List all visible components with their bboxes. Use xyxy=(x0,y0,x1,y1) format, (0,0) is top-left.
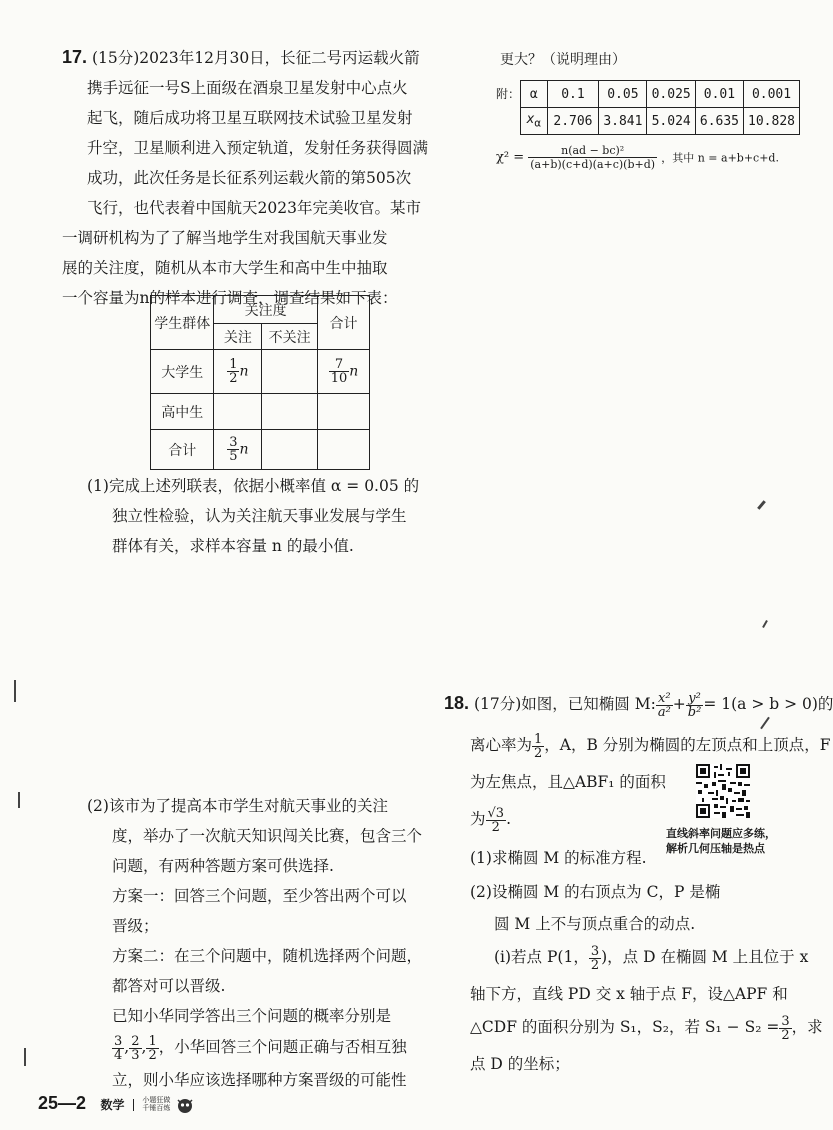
alpha-2: 0.025 xyxy=(647,81,695,108)
q17-part1-0: (1)完成上述列联表，依据小概率值 α = 0.05 的 xyxy=(87,477,420,495)
q18-line-1: 18. (17分)如图，已知椭圆 M: $\frac{\text{x²}}{\text{a²}}$ + $\frac{\text{y²}}{\text{b²}}$ = 1(a > b > 0)的 xyxy=(444,690,833,720)
critical-value-table xyxy=(520,80,800,135)
qr-code-icon xyxy=(696,764,750,818)
q17-part1-2: 群体有关，求样本容量 n 的最小值. xyxy=(112,537,354,555)
q18-line-6: (2)设椭圆 M 的右顶点为 C，P 是椭 xyxy=(470,883,721,901)
alpha-1: 0.05 xyxy=(599,81,647,108)
q17-part2-2: 问题，有两种答题方案可供选择. xyxy=(112,857,334,875)
qr-caption-2: 解析几何压轴是热点 xyxy=(666,842,765,855)
q17-part2-1: 度，举办了一次航天知识闯关比赛，包含三个 xyxy=(112,827,423,845)
q17-text-6: 一调研机构为了了解当地学生对我国航天事业发 xyxy=(62,229,388,247)
cell-total-notcare xyxy=(262,430,318,470)
contingency-table xyxy=(150,295,370,470)
xval-3: 6.635 xyxy=(695,108,743,135)
q17-prob-line: $\frac{3}{4}$ , $\frac{2}{3}$ , $\frac{1}{2}$ ，小华回答三个问题正确与否相互独 xyxy=(114,1033,407,1063)
q17-part2-0: (2)该市为了提高本市学生对航天事业的关注 xyxy=(87,797,388,815)
q18-line-9: 轴下方，直线 PD 交 x 轴于点 F，设△APF 和 xyxy=(470,985,788,1003)
xval-2: 5.024 xyxy=(647,108,695,135)
cell-college-notcare xyxy=(262,350,318,394)
x-header: $x_\alpha$ xyxy=(521,108,548,135)
q18-line-11: 点 D 的坐标； xyxy=(470,1055,570,1073)
cell-college-total: $\frac{7}{10}$ n xyxy=(317,350,369,394)
q17-cont: 更大？（说明理由） xyxy=(500,52,626,68)
q17-part2-3: 方案一：回答三个问题，至少答出两个可以 xyxy=(112,887,407,905)
q17-text-7: 展的关注度，随机从本市大学生和高中生中抽取 xyxy=(62,259,388,277)
th-care: 关注 xyxy=(214,324,262,350)
margin-mark-3 xyxy=(24,1048,26,1066)
q18-number: 18. xyxy=(444,693,470,713)
page-number: 25—2 xyxy=(38,1093,87,1113)
q17-part1-1: 独立性检验，认为关注航天事业发展与学生 xyxy=(112,507,407,525)
q17-part2-end: 立，则小华应该选择哪种方案晋级的可能性 xyxy=(112,1071,407,1089)
q17-line-0 xyxy=(62,47,420,68)
alpha-3: 0.01 xyxy=(695,81,743,108)
q17-text-0: (15分)2023年12月30日，长征二号丙运载火箭 xyxy=(91,49,420,67)
th-notcare: 不关注 xyxy=(262,324,318,350)
cell-hs-notcare xyxy=(262,394,318,430)
row-college: 大学生 xyxy=(151,350,214,394)
q17-part2-7: 已知小华同学答出三个问题的概率分别是 xyxy=(112,1007,392,1025)
brand-text: 小题狂做 千锤百炼 xyxy=(142,1096,171,1112)
q17-part2-6: 都答对可以晋级. xyxy=(112,977,226,995)
q18-line-2: 离心率为 $\frac{1}{2}$ ，A，B 分别为椭圆的左顶点和上顶点，F xyxy=(470,731,831,761)
margin-mark-5 xyxy=(762,620,768,628)
prob-1: $\frac{3}{4}$ xyxy=(114,1033,123,1063)
q17-number: 17. xyxy=(62,47,88,67)
alpha-4: 0.001 xyxy=(744,81,800,108)
margin-mark-1 xyxy=(14,680,16,702)
fu-label: 附： xyxy=(496,87,521,101)
qr-caption xyxy=(666,826,776,856)
footer xyxy=(38,1093,195,1114)
cell-college-care: $\frac{1}{2}$ n xyxy=(214,350,262,394)
q17-part2-5: 方案二：在三个问题中，随机选择两个问题， xyxy=(112,947,423,965)
q18-line-4: 为 $\frac{√3}{2}$ . xyxy=(470,805,512,835)
qr-caption-1: 直线斜率问题应多练， xyxy=(666,827,776,840)
cell-hs-care xyxy=(214,394,262,430)
prob-3: $\frac{1}{2}$ xyxy=(148,1033,157,1063)
mascot-icon xyxy=(175,1096,195,1114)
xval-1: 3.841 xyxy=(599,108,647,135)
margin-mark-2 xyxy=(18,792,20,808)
prob-2: $\frac{2}{3}$ xyxy=(131,1033,140,1063)
alpha-0: 0.1 xyxy=(547,81,599,108)
q17-text-2: 起飞，随后成功将卫星互联网技术试验卫星发射 xyxy=(87,109,413,127)
th-total: 合计 xyxy=(317,296,369,350)
row-total: 合计 xyxy=(151,430,214,470)
q18-line-7: 圆 M 上不与顶点重合的动点. xyxy=(494,915,696,933)
q17-text-3: 升空，卫星顺利进入预定轨道，发射任务获得圆满 xyxy=(87,139,429,157)
th-attention: 关注度 xyxy=(214,296,318,324)
footer-divider xyxy=(133,1099,134,1111)
row-highschool: 高中生 xyxy=(151,394,214,430)
q18-line-3: 为左焦点，且△ABF₁ 的面积 xyxy=(470,773,666,791)
q17-text-4: 成功，此次任务是长征系列运载火箭的第505次 xyxy=(87,169,412,187)
margin-mark-4 xyxy=(757,500,766,510)
cell-total-care: $\frac{3}{5}$ n xyxy=(214,430,262,470)
xval-0: 2.706 xyxy=(547,108,599,135)
q17-text-8: 一个容量为n的样本进行调查，调查结果如下表： xyxy=(62,289,398,307)
q18-line-10: △CDF 的面积分别为 S₁，S₂，若 S₁ − S₂ = $\frac{3}{2}$ ，求 xyxy=(470,1013,823,1043)
q18-line-5: (1)求椭圆 M 的标准方程. xyxy=(470,849,647,867)
alpha-header: α xyxy=(521,81,548,108)
q17-text-1: 携手远征一号S上面级在酒泉卫星发射中心点火 xyxy=(87,79,408,97)
subject-label: 数学 xyxy=(100,1098,125,1112)
q17-part2-4: 晋级； xyxy=(112,917,159,935)
q17-text-5: 飞行，也代表着中国航天2023年完美收官。某市 xyxy=(87,199,421,217)
cell-total-total xyxy=(317,430,369,470)
q18-line-8: (i)若点 P(1， $\frac{3}{2}$ )，点 D 在椭圆 M 上且位于 x xyxy=(494,943,809,973)
xval-4: 10.828 xyxy=(744,108,800,135)
cell-hs-total xyxy=(317,394,369,430)
th-group: 学生群体 xyxy=(151,296,214,350)
chi-square-formula: χ² = $\frac{\text{n(ad − bc)²}}{(a+b)(c+d)(a+c)(b+d)}$ ，其中 n = a+b+c+d. xyxy=(496,144,779,171)
